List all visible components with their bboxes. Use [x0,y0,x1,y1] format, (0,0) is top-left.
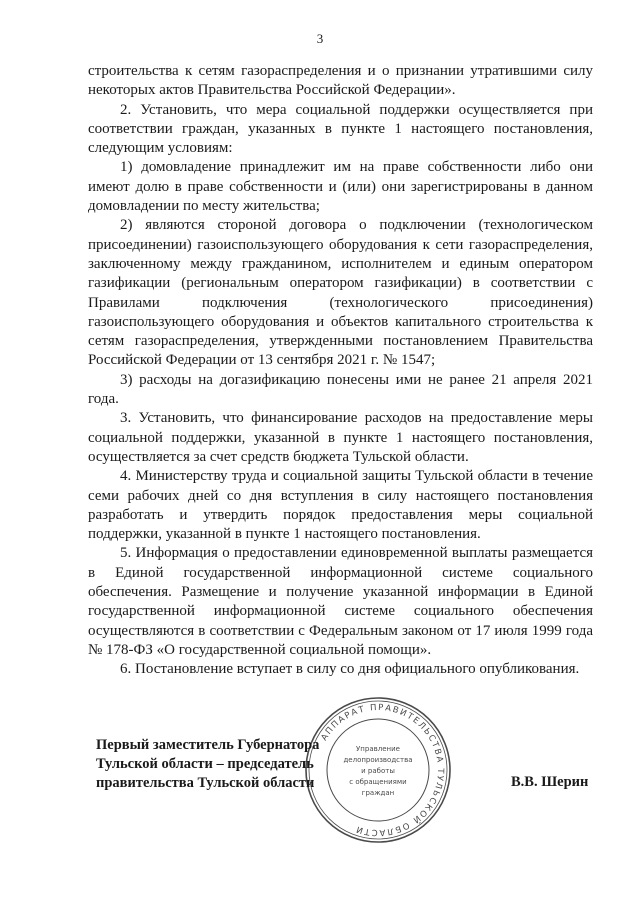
seal-inner-line: с обращениями [349,778,407,786]
document-body [88,62,593,680]
paragraph-item-6: 6. Постановление вступает в силу со дня официального опубликования. [120,661,580,678]
seal-outer-text: АППАРАТ ПРАВИТЕЛЬСТВА ТУЛЬСКОЙ ОБЛАСТИ [319,702,446,838]
seal-inner-line: и работы [361,767,395,775]
signatory-title-line: Тульской области – председатель [96,756,314,772]
seal-inner-line: делопроизводства [343,756,413,764]
paragraph-condition-3: 3) расходы на догазификацию понесены ими не ранее 21 апреля 2021 года. [88,371,593,408]
signatory-name: В.В. Шерин [511,774,589,790]
signatory-title-line: правительства Тульской области [96,775,315,791]
paragraph-condition-1: 1) домовладение принадлежит им на праве собственности либо они имеют долю в праве собственности и (или) они зарегистрированы в данном домовладении по месту жительства; [88,159,593,215]
seal-inner-line: Управление [356,745,400,753]
paragraph-item-4: 4. Министерству труда и социальной защиты Тульской области в течение семи рабочих дней со дня вступления в силу настоящего постановления разработать и утвердить порядок предоставления меры социальной поддержки, указанной в пункте 1 настоящего постановления. [88,468,593,543]
paragraph-item-3: 3. Установить, что финансирование расходов на предоставление меры социальной поддержки, указанной в пункте 1 настоящего постановления, осуществляется за счет средств бюджета Тульской области. [88,410,593,465]
paragraph-item-5: 5. Информация о предоставлении единовременной выплаты размещается в Единой государственной информационной системе социального обеспечения. Размещение и получение указанной информации в Единой государственной информационной системе социального обеспечения осуществляются в соответствии с Федеральным законом от 17 июля 1999 года № 178-ФЗ «О государственной социальной помощи». [88,545,593,658]
paragraph-continuation: строительства к сетям газораспределения и о признании утратившими силу некоторых актов Правительства Российской Федерации». [88,63,593,99]
paragraph-condition-2: 2) являются стороной договора о подключении (технологическом присоединении) газоиспользующего оборудования к сети газораспределения, заключенному между гражданином, исполнителем и единым оператором газификации (региональным оператором газификации) в соответствии с Правилами подключения (технологического присоединения) газоиспользующего оборудования и объектов капитального строительства к сетям газораспределения, утвержденными постановлением Правительства Российской Федерации от 13 сентября 2021 г. № 1547; [88,217,593,369]
paragraph-item-2: 2. Установить, что мера социальной поддержки осуществляется при соответствии граждан, указанных в пункте 1 настоящего постановления, следующим условиям: [88,101,593,157]
page-number: 3 [316,31,324,46]
signatory-title-line: Первый заместитель Губернатора [96,737,320,753]
signatory-title [96,736,319,793]
official-seal [303,695,453,845]
seal-inner-line: граждан [361,789,395,797]
